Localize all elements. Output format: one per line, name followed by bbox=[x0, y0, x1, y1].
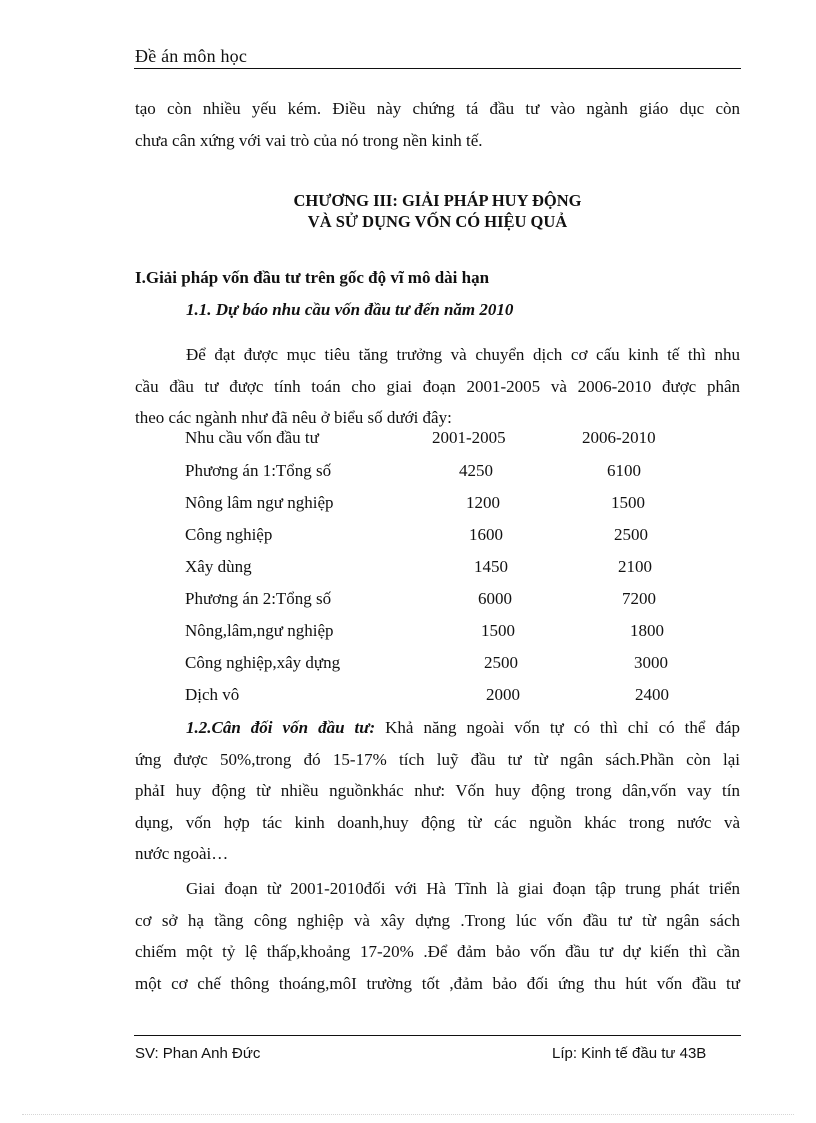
forecast-line-3: theo các ngành như đã nêu ở biểu số dưới đây: bbox=[135, 408, 452, 427]
intro-paragraph bbox=[135, 93, 740, 156]
intro-line-2: chưa cân xứng với vai trò của nó trong nền kinh tế. bbox=[135, 130, 483, 150]
page-edge-divider bbox=[22, 1114, 794, 1115]
row-value-2001-2005: 1200 bbox=[466, 493, 500, 512]
row-label: Phương án 1:Tổng số bbox=[185, 461, 332, 480]
balance-line-2: ứng được 50%,trong đó 15-17% tích luỹ đầu tư từ ngân sách.Phần còn lại bbox=[135, 749, 740, 769]
table-header-label: Nhu cầu vốn đầu tư bbox=[185, 428, 319, 447]
table-header-col-2: 2006-2010 bbox=[582, 428, 656, 447]
row-label: Công nghiệp bbox=[185, 525, 273, 544]
header-divider bbox=[134, 68, 741, 69]
row-value-2006-2010: 1500 bbox=[611, 493, 645, 512]
period-line-1: Giai đoạn từ 2001-2010đối với Hà Tĩnh là giai đoạn tập trung phát triển bbox=[186, 879, 740, 898]
balance-line-3: phảI huy động từ nhiều nguồnkhác như: Vốn huy động trong dân,vốn vay tín bbox=[135, 781, 740, 800]
row-value-2006-2010: 7200 bbox=[622, 589, 656, 608]
row-label: Dịch vô bbox=[185, 685, 240, 704]
footer-student: SV: Phan Anh Đức bbox=[135, 1045, 261, 1062]
row-value-2001-2005: 1500 bbox=[481, 621, 515, 640]
row-value-2006-2010: 3000 bbox=[634, 653, 668, 672]
period-line-2: cơ sở hạ tầng công nghiệp và xây dựng .Trong lúc vốn đầu tư từ ngân sách bbox=[135, 910, 740, 930]
section-heading: I.Giải pháp vốn đầu tư trên gốc độ vĩ mô dài hạn bbox=[135, 268, 490, 287]
footer-divider bbox=[134, 1035, 741, 1036]
footer-class: Líp: Kinh tế đầu tư 43B bbox=[552, 1045, 707, 1062]
row-value-2001-2005: 2500 bbox=[484, 653, 518, 672]
period-line-4: một cơ chế thông thoáng,môI trường tốt ,đảm bảo đối ứng thu hút vốn đầu tư bbox=[135, 973, 740, 993]
row-value-2001-2005: 6000 bbox=[478, 589, 512, 608]
row-value-2006-2010: 1800 bbox=[630, 621, 664, 640]
chapter-heading bbox=[135, 190, 740, 232]
balance-line-4: dụng, vốn hợp tác kinh doanh,huy động từ các nguồn khác trong nước và bbox=[135, 812, 740, 832]
balance-paragraph bbox=[135, 712, 740, 870]
row-value-2006-2010: 6100 bbox=[607, 461, 641, 480]
row-label: Xây dùng bbox=[185, 557, 252, 576]
period-paragraph bbox=[135, 873, 740, 999]
forecast-paragraph bbox=[135, 339, 740, 434]
subsection-heading-1-2: 1.2.Cân đối vốn đầu tư: bbox=[186, 718, 376, 737]
header-title: Đề án môn học bbox=[135, 46, 248, 66]
chapter-heading-line-2: VÀ SỬ DỤNG VỐN CÓ HIỆU QUẢ bbox=[307, 212, 568, 231]
row-label: Nông,lâm,ngư nghiệp bbox=[185, 621, 334, 640]
row-value-2001-2005: 2000 bbox=[486, 685, 520, 704]
row-value-2006-2010: 2500 bbox=[614, 525, 648, 544]
row-label: Công nghiệp,xây dựng bbox=[185, 653, 341, 672]
intro-line-1: tạo còn nhiều yếu kém. Điều này chứng tá đầu tư vào ngành giáo dục còn bbox=[135, 99, 740, 118]
row-value-2001-2005: 1600 bbox=[469, 525, 503, 544]
row-value-2001-2005: 1450 bbox=[474, 557, 508, 576]
row-value-2001-2005: 4250 bbox=[459, 461, 493, 480]
forecast-line-2: cầu đầu tư được tính toán cho giai đoạn 2001-2005 và 2006-2010 được phân bbox=[135, 376, 740, 396]
chapter-heading-line-1: CHƯƠNG III: GIẢI PHÁP HUY ĐỘNG bbox=[293, 191, 582, 210]
balance-line-1-text: Khả năng ngoài vốn tự có thì chỉ có thể đáp bbox=[375, 718, 740, 737]
row-label: Nông lâm ngư nghiệp bbox=[185, 493, 334, 512]
row-value-2006-2010: 2100 bbox=[618, 557, 652, 576]
table-header-col-1: 2001-2005 bbox=[432, 428, 506, 447]
balance-line-1 bbox=[135, 712, 740, 744]
balance-line-5: nước ngoài… bbox=[135, 844, 229, 863]
subsection-heading-1-1: 1.1. Dự báo nhu cầu vốn đầu tư đến năm 2010 bbox=[186, 300, 514, 319]
period-line-3: chiếm một tỷ lệ thấp,khoảng 17-20% .Để đảm bảo vốn đầu tư dự kiến thì cần bbox=[135, 942, 740, 961]
row-label: Phương án 2:Tổng số bbox=[185, 589, 332, 608]
row-value-2006-2010: 2400 bbox=[635, 685, 669, 704]
forecast-line-1: Để đạt được mục tiêu tăng trưởng và chuyển dịch cơ cấu kinh tế thì nhu bbox=[186, 345, 740, 364]
